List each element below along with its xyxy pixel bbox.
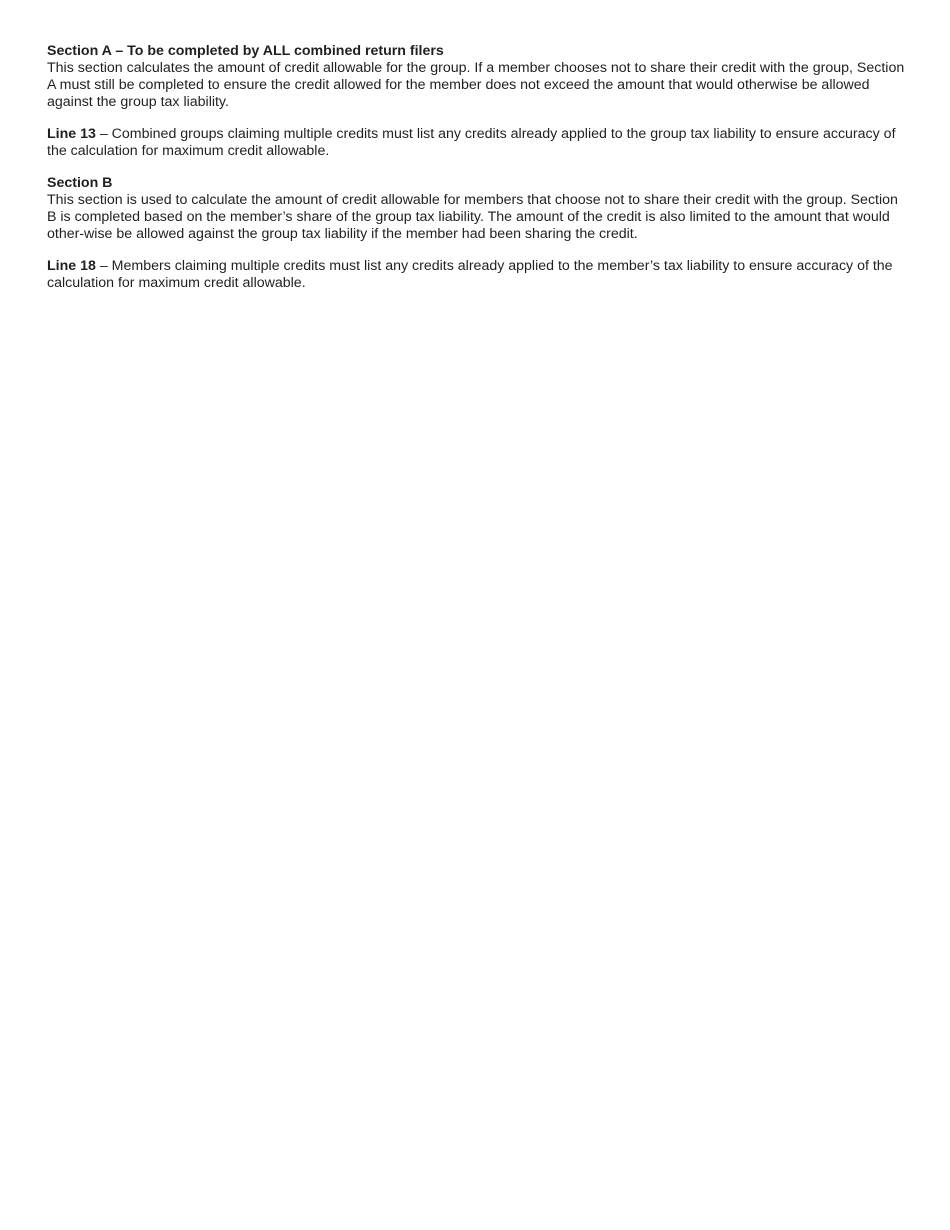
line-18-text: – Members claiming multiple credits must list any credits already applied to the member’s tax liability to ensure accuracy of the calculation for maximum credit allowable. (47, 258, 893, 291)
section-b-heading: Section B (47, 175, 113, 191)
section-a-block (47, 43, 907, 111)
instructions-page (47, 43, 907, 307)
section-b-block (47, 175, 907, 243)
section-a-body: This section calculates the amount of credit allowable for the group. If a member chooses not to share their credit with the group, Section A must still be completed to ensure the credit allowed for the member does not exceed the amount that would otherwise be allowed against the group tax liability. (47, 60, 905, 110)
section-b-body: This section is used to calculate the amount of credit allowable for members that choose not to share their credit with the group. Section B is completed based on the member’s share of the group tax liability. The amount of the credit is also limited to the amount that would other-wise be allowed against the group tax liability if the member had been sharing the credit. (47, 192, 898, 242)
line-18-paragraph (47, 258, 907, 292)
line-13-text: – Combined groups claiming multiple credits must list any credits already applied to the group tax liability to ensure accuracy of the calculation for maximum credit allowable. (47, 126, 896, 159)
line-18-label: Line 18 (47, 258, 96, 274)
line-18-block (47, 258, 907, 292)
line-13-block (47, 126, 907, 160)
line-13-paragraph (47, 126, 907, 160)
section-a-heading: Section A – To be completed by ALL combined return filers (47, 43, 444, 59)
line-13-label: Line 13 (47, 126, 96, 142)
